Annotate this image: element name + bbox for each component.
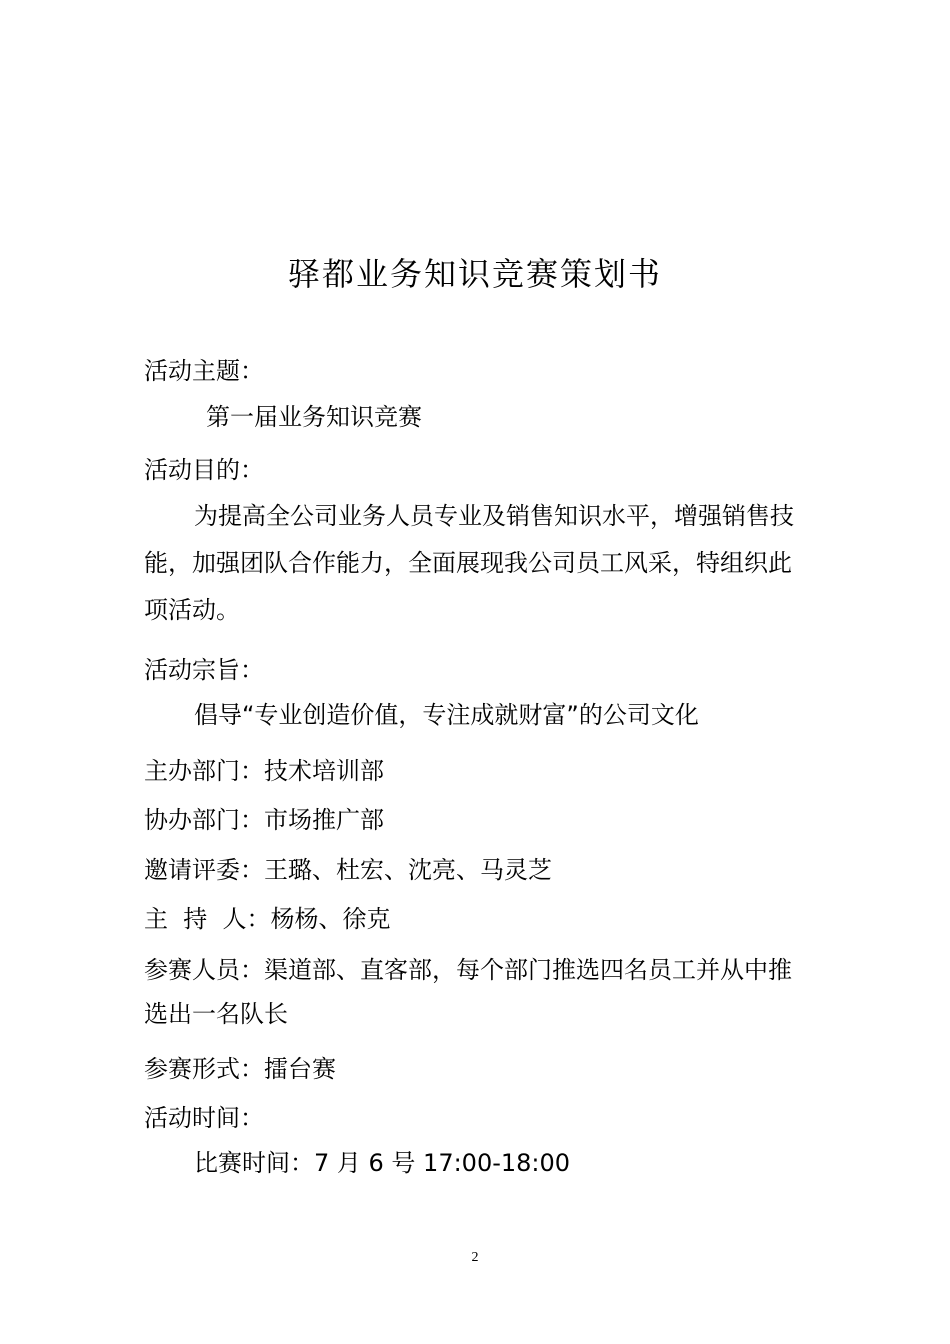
page-number: 2: [471, 1250, 479, 1265]
theme-value: 第一届业务知识竞赛: [206, 403, 422, 431]
participants: 参赛人员：渠道部、直客部，每个部门推选四名员工并从中推选出一名队长: [144, 956, 792, 1028]
purpose-paragraph: 为提高全公司业务人员专业及销售知识水平，增强销售技能，加强团队合作能力，全面展现我公司员工风采，特组织此项活动。: [144, 502, 794, 624]
judges: 邀请评委：王璐、杜宏、沈亮、马灵芝: [144, 856, 552, 884]
theme-label: 活动主题：: [144, 357, 264, 385]
tenet-label: 活动宗旨：: [144, 656, 264, 684]
match-time: 比赛时间：7 月 6 号 17:00-18:00: [194, 1149, 571, 1177]
hosts: 主 持 人：杨杨、徐克: [144, 905, 391, 933]
host-department: 主办部门：技术培训部: [144, 757, 384, 785]
activity-time-label: 活动时间：: [144, 1104, 264, 1132]
competition-format: 参赛形式：擂台赛: [144, 1055, 336, 1083]
co-department: 协办部门：市场推广部: [144, 806, 384, 834]
purpose-label: 活动目的：: [144, 456, 264, 484]
document-title: 驿都业务知识竞赛策划书: [287, 255, 662, 293]
tenet-value: 倡导“专业创造价值，专注成就财富”的公司文化: [194, 701, 699, 729]
